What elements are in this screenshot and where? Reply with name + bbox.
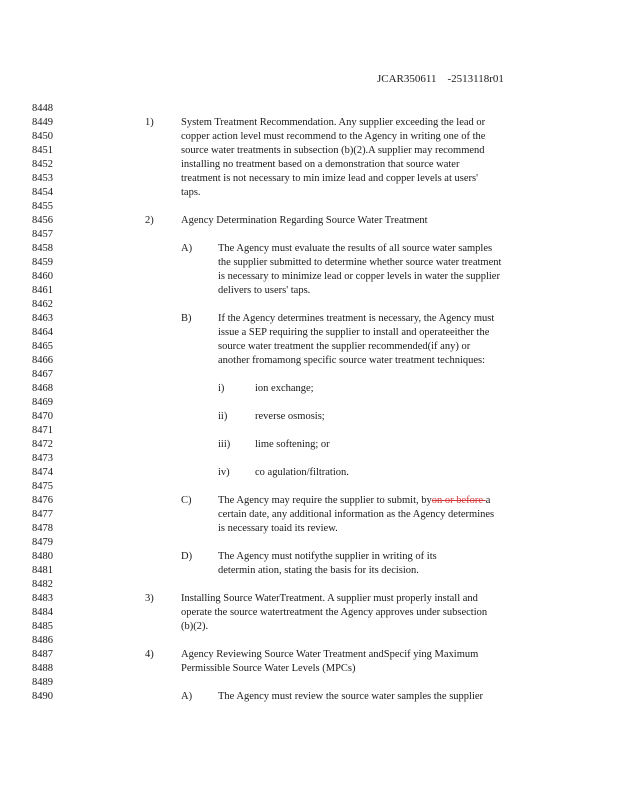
line-number: 8469	[32, 397, 53, 408]
line-number: 8475	[32, 481, 53, 492]
line-number: 8460	[32, 271, 53, 282]
paragraph-line: issue a SEP requiring the supplier to install and operateeither the	[218, 327, 490, 338]
paragraph-line: The Agency must review the source water samples the supplier	[218, 691, 484, 702]
paragraph-text: a	[485, 495, 491, 506]
line-number: 8488	[32, 663, 53, 674]
line-number: 8467	[32, 369, 53, 380]
section-heading: Agency Reviewing Source Water Treatment andSpecif ying Maximum	[181, 649, 479, 660]
item-letter: D)	[181, 551, 193, 562]
line-number: 8473	[32, 453, 53, 464]
item-number: 2)	[145, 215, 154, 226]
list-item-text: co agulation/filtration.	[255, 467, 349, 478]
item-number: 1)	[145, 117, 154, 128]
paragraph-line: The Agency must notifythe supplier in writing of its	[218, 551, 437, 562]
paragraph-line: source water treatments in subsection (b)(2).A supplier may recommend	[181, 145, 485, 156]
line-number: 8456	[32, 215, 53, 226]
list-item-text: lime softening; or	[255, 439, 330, 450]
paragraph-line: operate the source watertreatment the Agency approves under subsection	[181, 607, 488, 618]
paragraph-line: determin ation, stating the basis for its decision.	[218, 565, 419, 576]
line-number: 8451	[32, 145, 53, 156]
paragraph-line: is necessary toaid its review.	[218, 523, 338, 534]
deleted-text: on or before	[431, 495, 486, 506]
paragraph-line: the supplier submitted to determine whether source water treatment	[218, 257, 502, 268]
paragraph-line: System Treatment Recommendation. Any supplier exceeding the lead or	[181, 117, 486, 128]
paragraph-line: source water treatment the supplier recommended(if any) or	[218, 341, 471, 352]
line-number: 8479	[32, 537, 53, 548]
line-number: 8484	[32, 607, 53, 618]
paragraph-line: certain date, any additional information as the Agency determines	[218, 509, 495, 520]
list-item-text: reverse osmosis;	[255, 411, 325, 422]
item-roman: ii)	[218, 411, 228, 422]
line-number: 8471	[32, 425, 53, 436]
line-number: 8449	[32, 117, 53, 128]
paragraph-line: installing no treatment based on a demonstration that source water	[181, 159, 460, 170]
paragraph-line: copper action level must recommend to the Agency in writing one of the	[181, 131, 486, 142]
line-number: 8483	[32, 593, 53, 604]
line-number: 8481	[32, 565, 53, 576]
paragraph-line: another fromamong specific source water treatment techniques:	[218, 355, 486, 366]
section-heading: Agency Determination Regarding Source Water Treatment	[181, 215, 428, 226]
item-roman: iii)	[218, 439, 231, 450]
line-number: 8462	[32, 299, 53, 310]
line-number: 8468	[32, 383, 53, 394]
item-letter: A)	[181, 243, 193, 254]
line-number: 8477	[32, 509, 53, 520]
list-item-text: ion exchange;	[255, 383, 314, 394]
item-roman: iv)	[218, 467, 230, 478]
section-heading: Permissible Source Water Levels (MPCs)	[181, 663, 356, 674]
line-number: 8489	[32, 677, 53, 688]
line-number: 8470	[32, 411, 53, 422]
paragraph-line: The Agency must evaluate the results of all source water samples	[218, 243, 493, 254]
document-version: -2513118r01	[447, 73, 504, 85]
line-number: 8454	[32, 187, 53, 198]
paragraph-text: The Agency may require the supplier to submit, by	[218, 495, 432, 506]
item-letter: B)	[181, 313, 192, 324]
line-number: 8478	[32, 523, 53, 534]
item-roman: i)	[218, 383, 225, 394]
line-number: 8465	[32, 341, 53, 352]
line-number: 8464	[32, 327, 53, 338]
line-number: 8472	[32, 439, 53, 450]
line-number: 8448	[32, 103, 53, 114]
line-number: 8453	[32, 173, 53, 184]
paragraph-line: delivers to users' taps.	[218, 285, 311, 296]
paragraph-line	[218, 494, 490, 508]
line-number: 8466	[32, 355, 53, 366]
item-letter: A)	[181, 691, 193, 702]
line-number: 8457	[32, 229, 53, 240]
item-letter: C)	[181, 495, 192, 506]
document-id: JCAR350611	[377, 73, 437, 85]
paragraph-line: is necessary to minimize lead or copper levels in water the supplier	[218, 271, 500, 282]
item-number: 3)	[145, 593, 154, 604]
line-number: 8463	[32, 313, 53, 324]
line-number: 8452	[32, 159, 53, 170]
line-number: 8450	[32, 131, 53, 142]
line-number: 8458	[32, 243, 53, 254]
paragraph-line: (b)(2).	[181, 621, 209, 632]
page-header	[377, 73, 504, 85]
line-number: 8455	[32, 201, 53, 212]
line-number: 8482	[32, 579, 53, 590]
line-number: 8490	[32, 691, 53, 702]
paragraph-line: If the Agency determines treatment is necessary, the Agency must	[218, 313, 495, 324]
line-number: 8480	[32, 551, 53, 562]
item-number: 4)	[145, 649, 154, 660]
paragraph-line: taps.	[181, 187, 201, 198]
line-number: 8461	[32, 285, 53, 296]
paragraph-line: Installing Source WaterTreatment. A supplier must properly install and	[181, 593, 478, 604]
line-number: 8486	[32, 635, 53, 646]
line-number: 8476	[32, 495, 53, 506]
line-number: 8487	[32, 649, 53, 660]
line-number: 8459	[32, 257, 53, 268]
line-number: 8474	[32, 467, 53, 478]
line-number: 8485	[32, 621, 53, 632]
paragraph-line: treatment is not necessary to min imize lead and copper levels at users'	[181, 173, 478, 184]
